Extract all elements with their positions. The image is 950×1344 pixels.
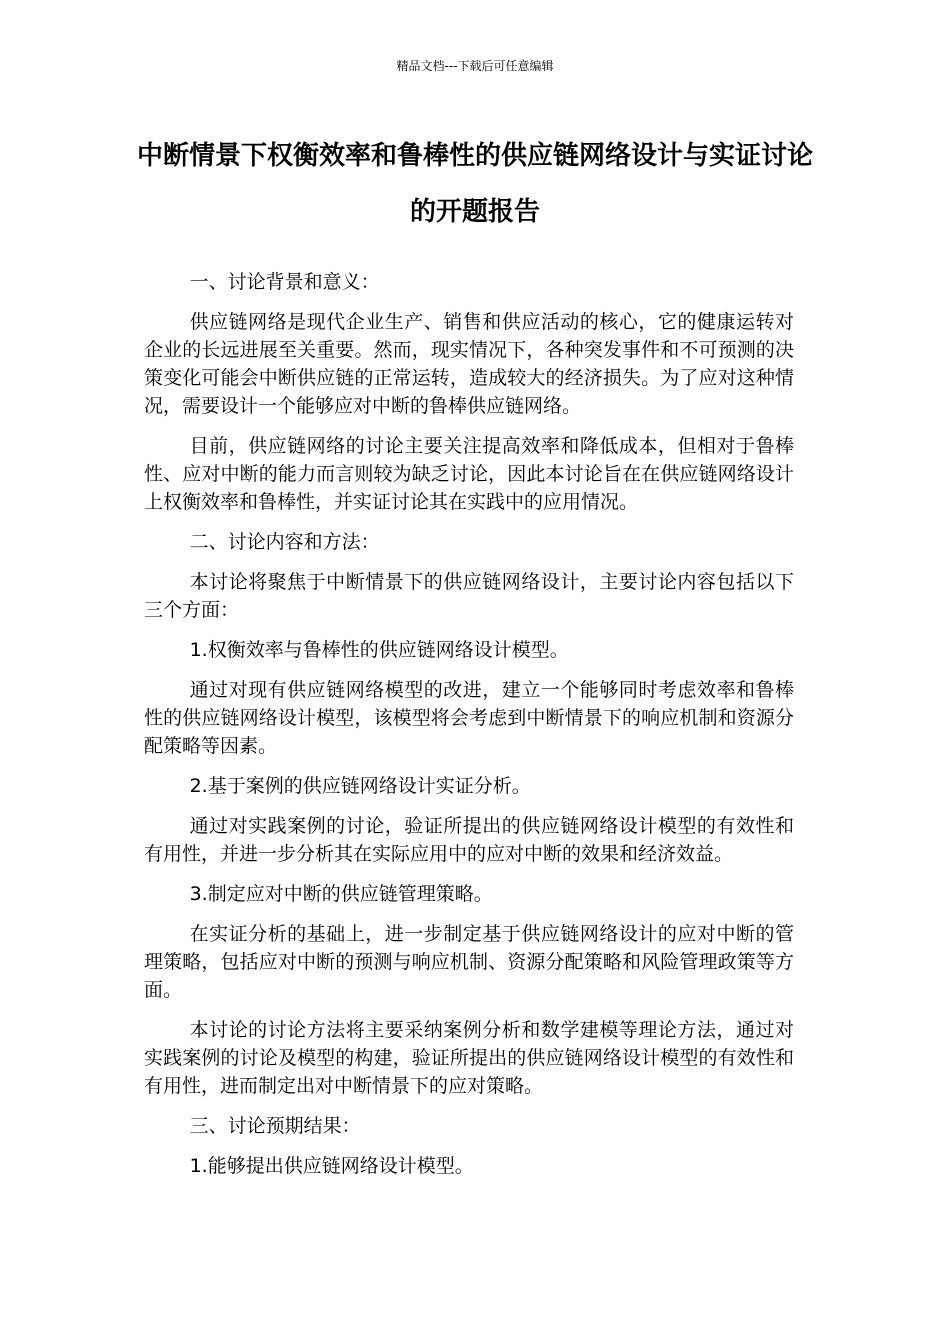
paragraph: 通过对实践案例的讨论，验证所提出的供应链网络设计模型的有效性和有用性，并进一步分析其在实际应用中的应对中断的效果和经济效益。 — [144, 815, 794, 865]
paragraph: 供应链网络是现代企业生产、销售和供应活动的核心，它的健康运转对企业的长远进展至关重要。然而，现实情况下，各种突发事件和不可预测的决策变化可能会中断供应链的正常运转，造成较大的经济损失。为了应对这种情况，需要设计一个能够应对中断的鲁棒供应链网络。 — [144, 311, 794, 417]
paragraph: 在实证分析的基础上，进一步制定基于供应链网络设计的应对中断的管理策略，包括应对中断的预测与响应机制、资源分配策略和风险管理政策等方面。 — [144, 923, 794, 1001]
list-item-heading: 3.制定应对中断的供应链管理策略。 — [189, 883, 493, 905]
list-item-heading: 2.基于案例的供应链网络设计实证分析。 — [189, 775, 531, 797]
section-heading-content-methods: 二、讨论内容和方法： — [189, 531, 380, 553]
list-item-heading: 1.能够提出供应链网络设计模型。 — [189, 1155, 474, 1177]
paragraph: 本讨论的讨论方法将主要采纳案例分析和数学建模等理论方法，通过对实践案例的讨论及模型的构建，验证所提出的供应链网络设计模型的有效性和有用性，进而制定出对中断情景下的应对策略。 — [144, 1019, 794, 1097]
document-body — [144, 268, 794, 1192]
list-item-heading: 1.权衡效率与鲁棒性的供应链网络设计模型。 — [189, 639, 569, 661]
document-title: 中断情景下权衡效率和鲁棒性的供应链网络设计与实证讨论的开题报告 — [136, 141, 813, 227]
section-heading-expected-results: 三、讨论预期结果： — [189, 1115, 361, 1137]
section-heading-background: 一、讨论背景和意义： — [189, 271, 380, 293]
paragraph: 本讨论将聚焦于中断情景下的供应链网络设计，主要讨论内容包括以下三个方面： — [144, 571, 794, 621]
paragraph: 目前，供应链网络的讨论主要关注提高效率和降低成本，但相对于鲁棒性、应对中断的能力而言则较为缺乏讨论，因此本讨论旨在在供应链网络设计上权衡效率和鲁棒性，并实证讨论其在实践中的应用情况。 — [144, 435, 794, 513]
paragraph: 通过对现有供应链网络模型的改进，建立一个能够同时考虑效率和鲁棒性的供应链网络设计模型，该模型将会考虑到中断情景下的响应机制和资源分配策略等因素。 — [144, 679, 794, 757]
header-note: 精品文档---下载后可任意编辑 — [396, 59, 554, 73]
